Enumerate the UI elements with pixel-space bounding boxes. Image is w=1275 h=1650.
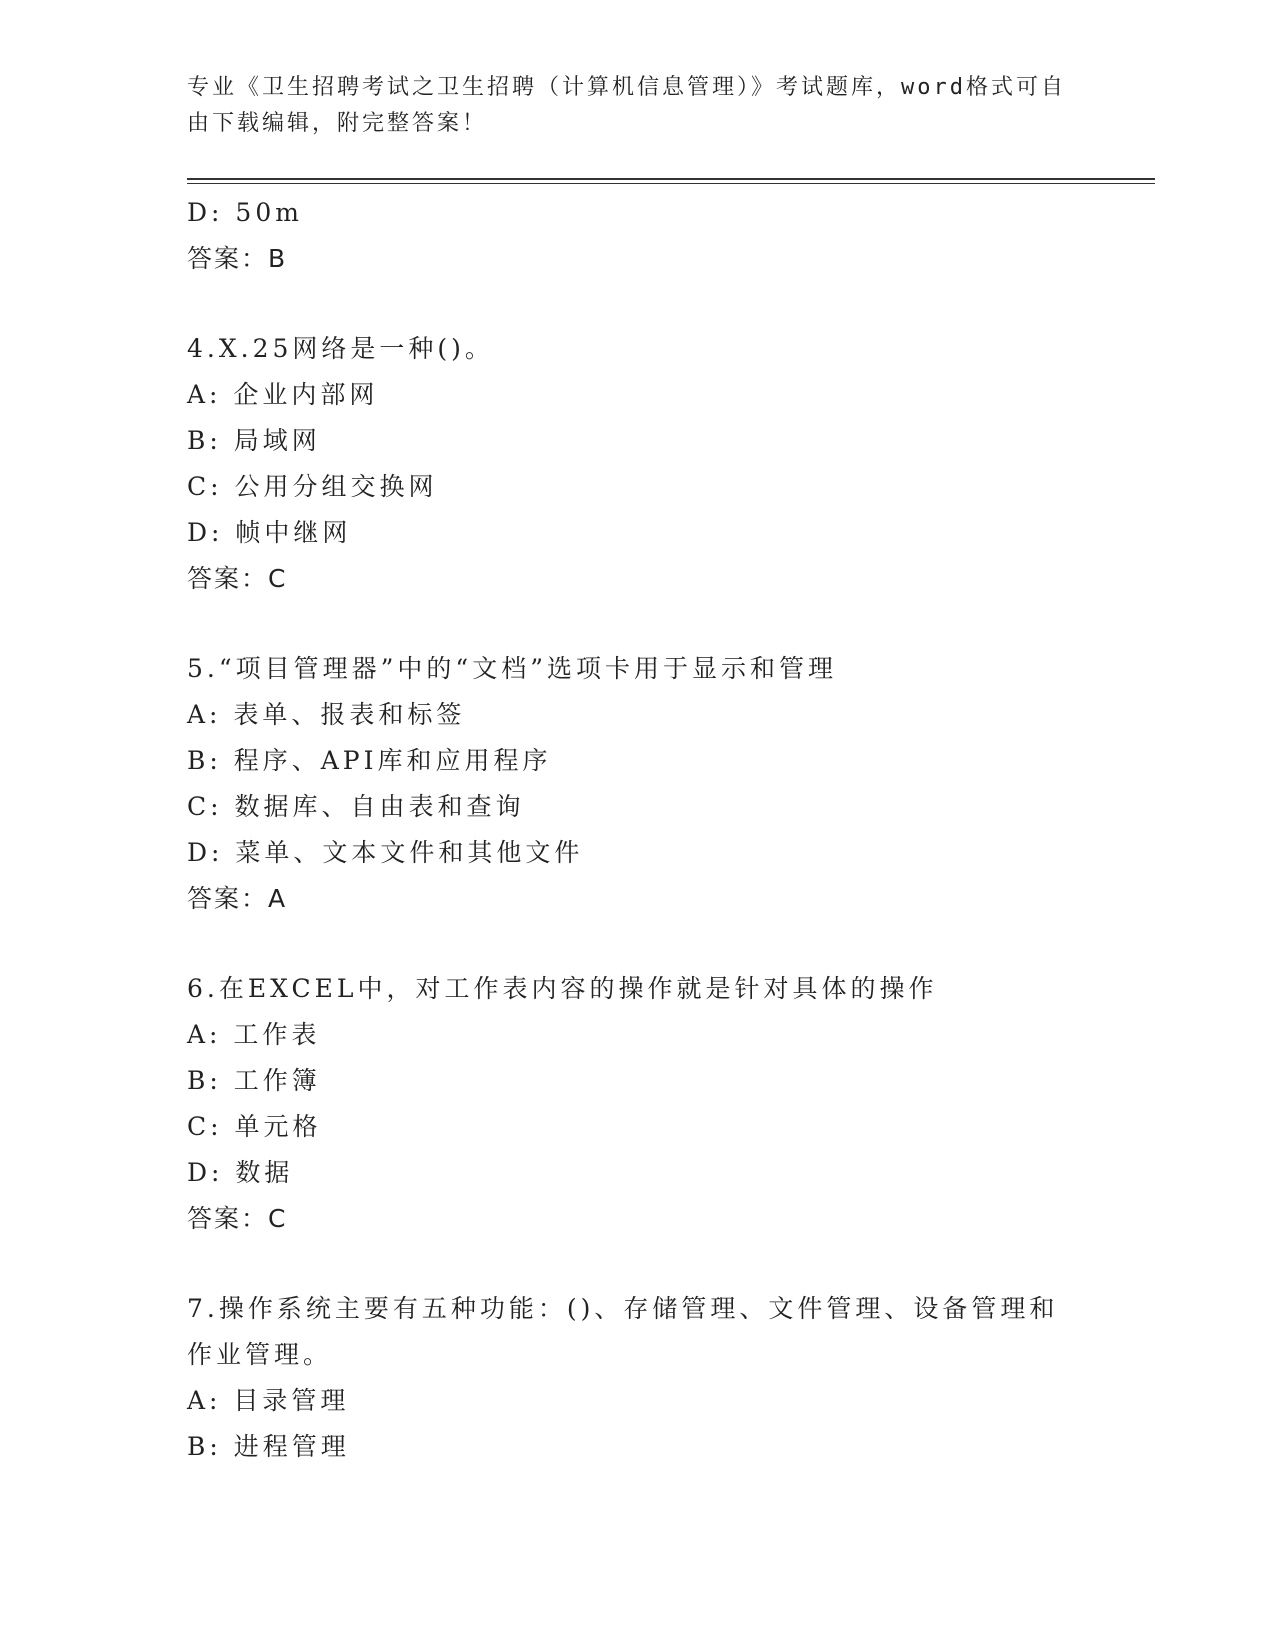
document-header — [187, 70, 1067, 142]
answer-line: 答案：A — [187, 884, 288, 913]
question-stem: 4.X.25网络是一种()。 — [187, 334, 494, 363]
option-c: C: 公用分组交换网 — [187, 472, 438, 501]
option-c: C: 单元格 — [187, 1112, 322, 1141]
answer-line: 答案：B — [187, 244, 288, 273]
option-b: B: 进程管理 — [187, 1432, 350, 1461]
question-stem-line-1: 7.操作系统主要有五种功能：()、存储管理、文件管理、设备管理和 — [187, 1294, 1059, 1323]
question-list — [187, 190, 1087, 1470]
answer-line: 答案：C — [187, 564, 288, 593]
option-b: B: 局域网 — [187, 426, 321, 455]
option-a: A: 目录管理 — [187, 1386, 350, 1415]
option-a: A: 企业内部网 — [187, 380, 379, 409]
option-d: D: 数据 — [187, 1158, 294, 1187]
question-4 — [187, 326, 1087, 602]
answer-line: 答案：C — [187, 1204, 288, 1233]
question-stem-line-2: 作业管理。 — [187, 1340, 333, 1369]
option-b: B: 程序、API库和应用程序 — [187, 746, 552, 775]
option-d: D: 50m — [187, 198, 303, 227]
question-6 — [187, 966, 1087, 1242]
question-stem: 6.在EXCEL中，对工作表内容的操作就是针对具体的操作 — [187, 974, 938, 1003]
previous-question-tail — [187, 190, 1087, 282]
header-rule-thin — [187, 183, 1155, 184]
header-rule-thick — [187, 178, 1155, 180]
option-b: B: 工作簿 — [187, 1066, 321, 1095]
question-7 — [187, 1286, 1087, 1470]
option-c: C: 数据库、自由表和查询 — [187, 792, 525, 821]
question-5 — [187, 646, 1087, 922]
option-d: D: 菜单、文本文件和其他文件 — [187, 838, 584, 867]
header-line-1: 专业《卫生招聘考试之卫生招聘（计算机信息管理）》考试题库，word格式可自 — [187, 75, 1066, 100]
question-stem: 5.“项目管理器”中的“文档”选项卡用于显示和管理 — [187, 654, 837, 683]
option-a: A: 工作表 — [187, 1020, 321, 1049]
header-line-2: 由下载编辑，附完整答案！ — [187, 111, 488, 136]
option-a: A: 表单、报表和标签 — [187, 700, 466, 729]
option-d: D: 帧中继网 — [187, 518, 352, 547]
